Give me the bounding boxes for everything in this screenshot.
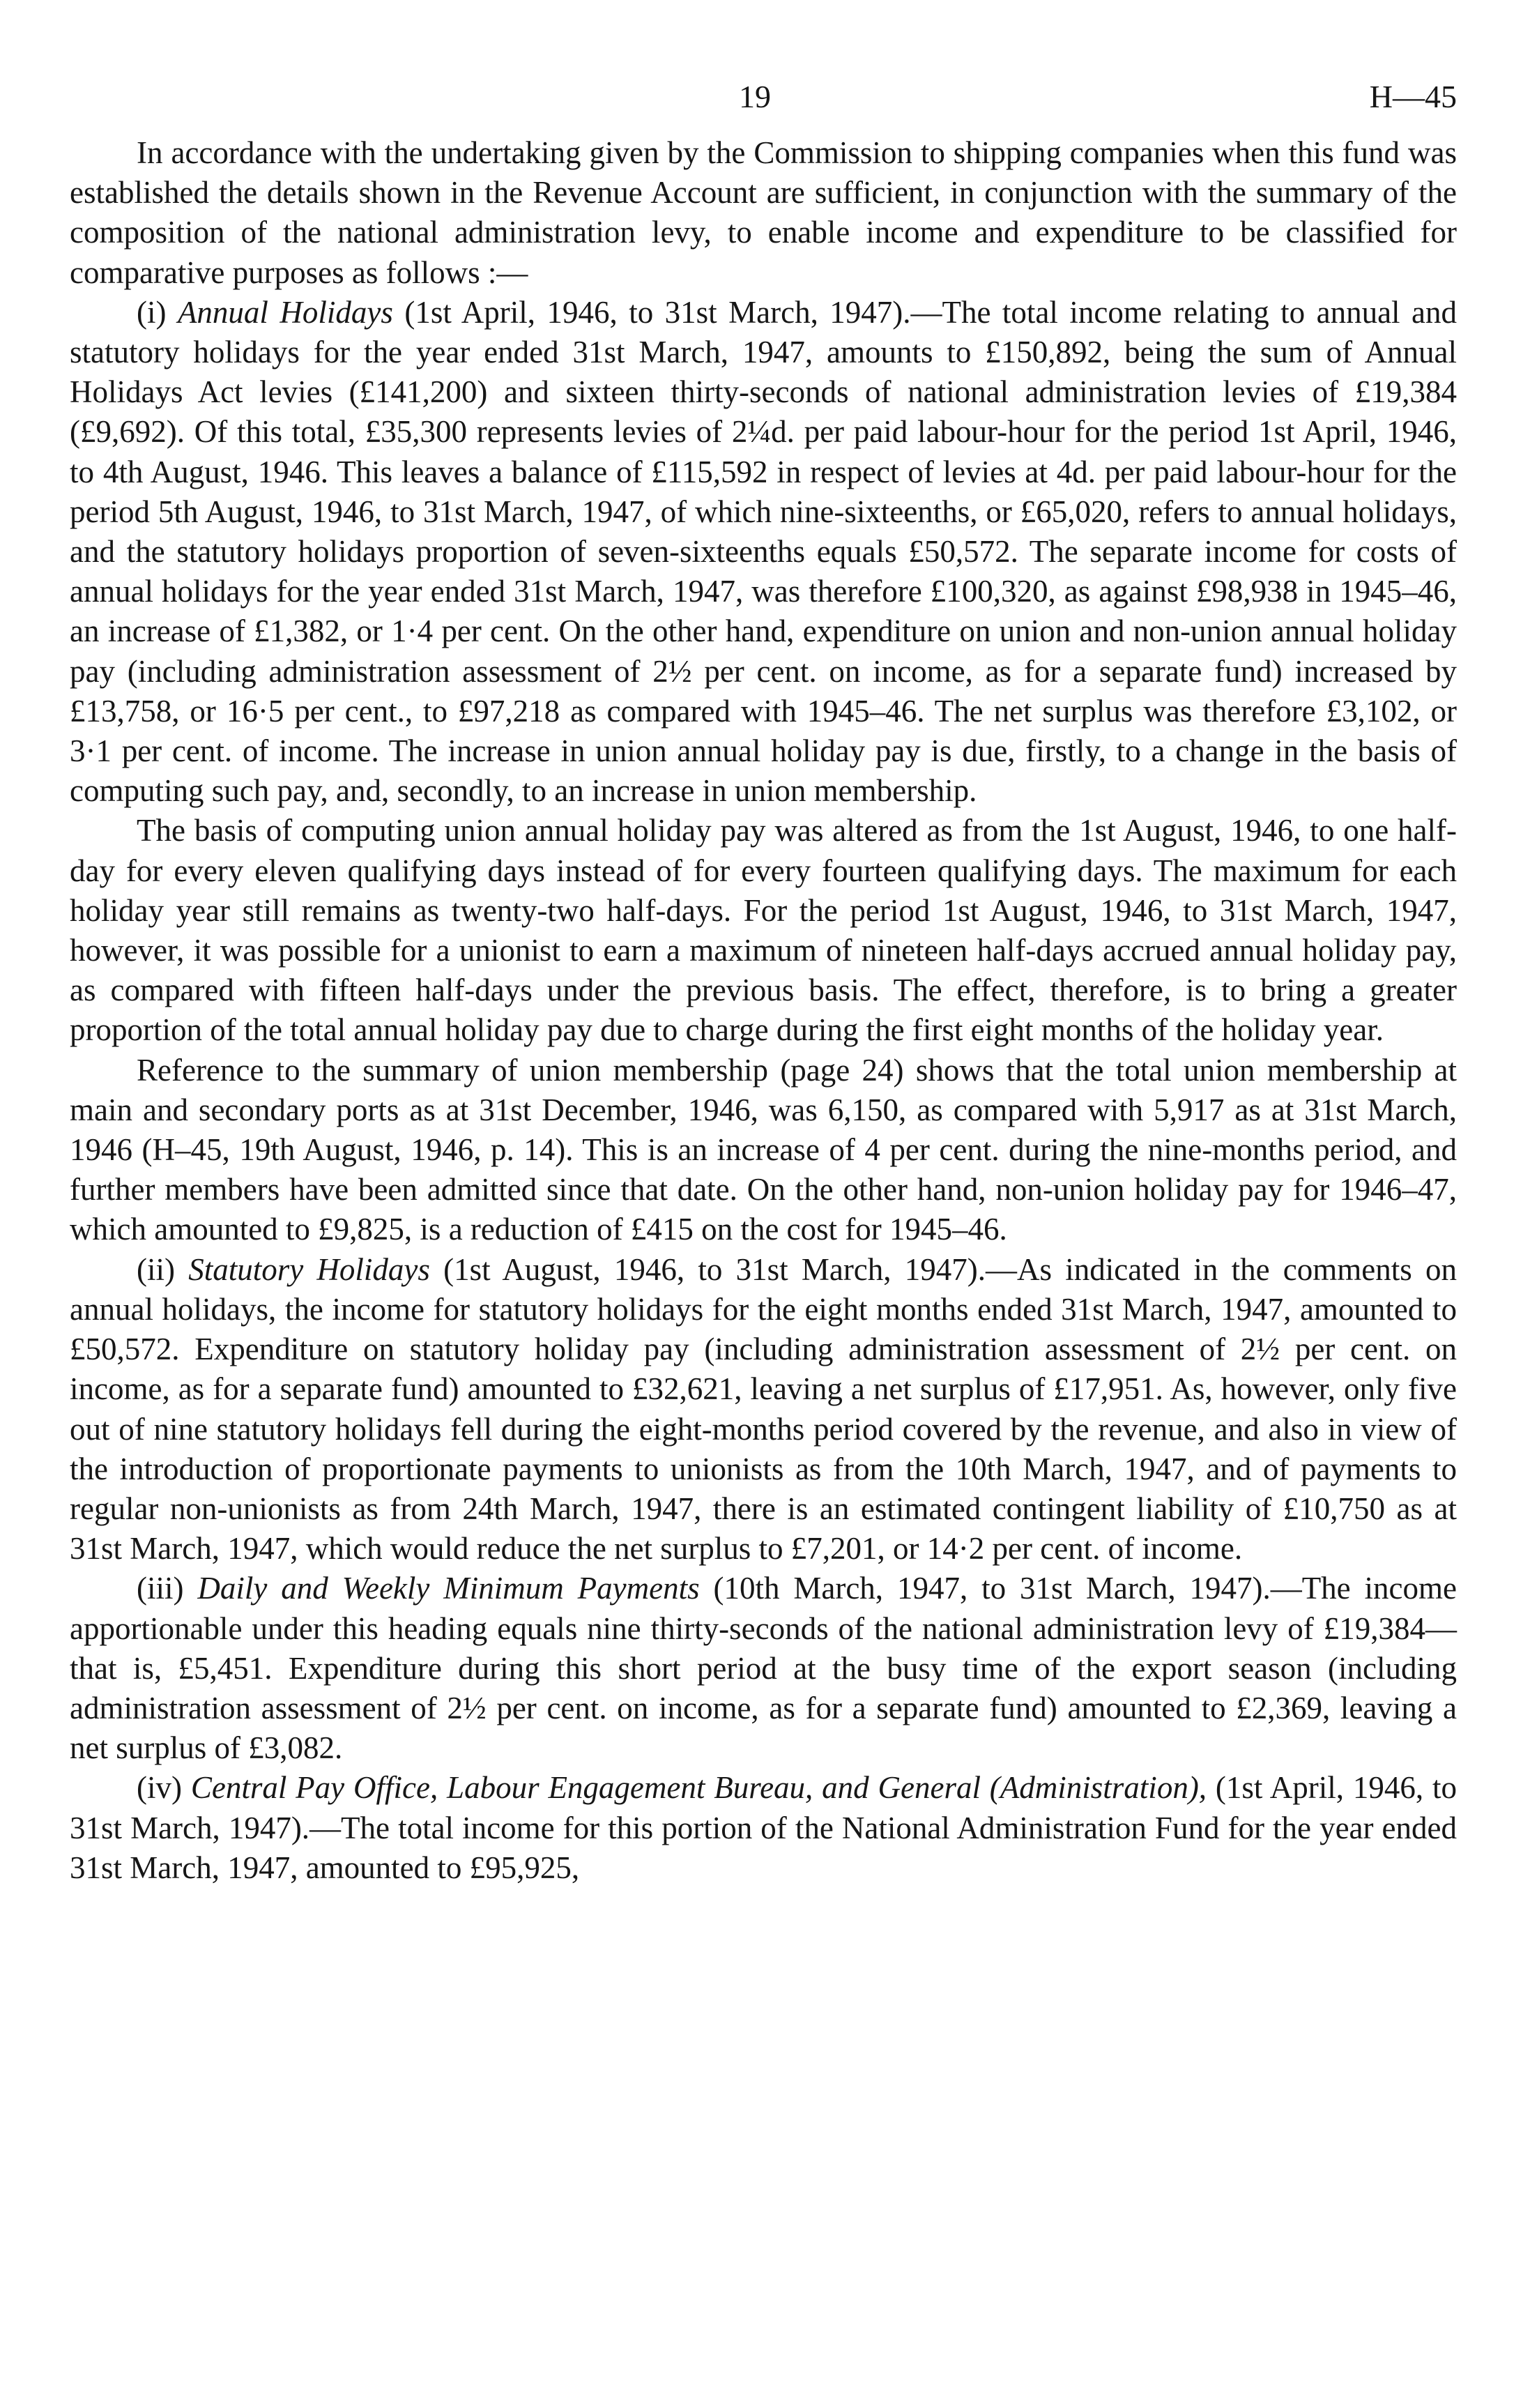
paragraph-text: (10th March, 1947, to 31st March, 1947).—The income apportionable under this heading equals nine thirty-seconds of the national administration levy of £19,384—that is, £5,451. Expenditure during this short period at the busy time of the export season (including administration assessment of 2½ per cent. on income, as for a separate fund) amounted to £2,369, leaving a net surplus of £3,082. (70, 1571, 1457, 1766)
paragraph-text: (1st August, 1946, to 31st March, 1947).—As indicated in the comments on annual holidays, the income for statutory holidays for the eight months ended 31st March, 1947, amounted to £50,572. Expenditure on statutory holiday pay (including administration assessment of 2½ per cent. on income, as for a separate fund) amounted to £32,621, leaving a net surplus of £17,951. As, however, only five out of nine statutory holidays fell during the eight-months period covered by the revenue, and also in view of the introduction of proportionate payments to unionists as from the 10th March, 1947, and of payments to regular non-unionists as from 24th March, 1947, there is an estimated contingent liability of £10,750 as at 31st March, 1947, which would reduce the net surplus to £7,201, or 14·2 per cent. of income. (70, 1251, 1457, 1567)
document-code: H—45 (1369, 79, 1457, 114)
paragraph-union-membership (70, 1051, 1457, 1250)
page-header (70, 66, 1457, 133)
document-page (70, 66, 1457, 1888)
section-number: (iii) (137, 1571, 198, 1606)
paragraph-statutory-holidays (70, 1250, 1457, 1569)
paragraph-annual-holidays (70, 293, 1457, 811)
section-heading: Daily and Weekly Minimum Payments (197, 1571, 700, 1606)
paragraph-basis-of-computing (70, 811, 1457, 1050)
section-number: (ii) (137, 1251, 189, 1287)
paragraph-minimum-payments (70, 1569, 1457, 1768)
paragraph-central-pay-office (70, 1768, 1457, 1888)
section-heading: Statutory Holidays (188, 1251, 430, 1287)
section-number: (i) (137, 294, 178, 330)
section-heading: Annual Holidays (177, 294, 393, 330)
paragraph-text: In accordance with the undertaking given by the Commission to shipping companies when this fund was established the details shown in the Revenue Account are sufficient, in conjunction with the summary of the composition of the national administration levy, to enable income and expenditure to be classified for comparative purposes as follows :— (70, 135, 1457, 290)
paragraph-text: (1st April, 1946, to 31st March, 1947).—The total income for this portion of the National Administration Fund for the year ended 31st March, 1947, amounted to £95,925, (70, 1770, 1457, 1885)
paragraph-text: (1st April, 1946, to 31st March, 1947).—The total income relating to annual and statutory holidays for the year ended 31st March, 1947, amounts to £150,892, being the sum of Annual Holidays Act levies (£141,200) and sixteen thirty-seconds of national administration levies of £19,384 (£9,692). Of this total, £35,300 represents levies of 2¼d. per paid labour-hour for the period 1st April, 1946, to 4th August, 1946. This leaves a balance of £115,592 in respect of levies at 4d. per paid labour-hour for the period 5th August, 1946, to 31st March, 1947, of which nine-sixteenths, or £65,020, refers to annual holidays, and the statutory holidays proportion of seven-sixteenths equals £50,572. The separate income for costs of annual holidays for the year ended 31st March, 1947, was therefore £100,320, as against £98,938 in 1945–46, an increase of £1,382, or 1·4 per cent. On the other hand, expenditure on union and non-union annual holiday pay (including administration assessment of 2½ per cent. on income, as for a separate fund) increased by £13,758, or 16·5 per cent., to £97,218 as compared with 1945–46. The net surplus was therefore £3,102, or 3·1 per cent. of income. The increase in union annual holiday pay is due, firstly, to a change in the basis of computing such pay, and, secondly, to an increase in union membership. (70, 294, 1457, 809)
section-number: (iv) (137, 1770, 191, 1806)
paragraph-text: Reference to the summary of union membership (page 24) shows that the total union membership at main and secondary ports as at 31st December, 1946, was 6,150, as compared with 5,917 as at 31st March, 1946 (H–45, 19th August, 1946, p. 14). This is an increase of 4 per cent. during the nine-months period, and further members have been admitted since that date. On the other hand, non-union holiday pay for 1946–47, which amounted to £9,825, is a reduction of £415 on the cost for 1945–46. (70, 1052, 1457, 1247)
page-number: 19 (739, 79, 771, 114)
paragraph-intro (70, 133, 1457, 293)
paragraph-text: The basis of computing union annual holiday pay was altered as from the 1st August, 1946, to one half-day for every eleven qualifying days instead of for every fourteen qualifying days. The maximum for each holiday year still remains as twenty-two half-days. For the period 1st August, 1946, to 31st March, 1947, however, it was possible for a unionist to earn a maximum of nineteen half-days accrued annual holiday pay, as compared with fifteen half-days under the previous basis. The effect, therefore, is to bring a greater proportion of the total annual holiday pay due to charge during the first eight months of the holiday year. (70, 813, 1457, 1048)
section-heading: Central Pay Office, Labour Engagement Bureau, and General (Administration), (190, 1770, 1207, 1806)
